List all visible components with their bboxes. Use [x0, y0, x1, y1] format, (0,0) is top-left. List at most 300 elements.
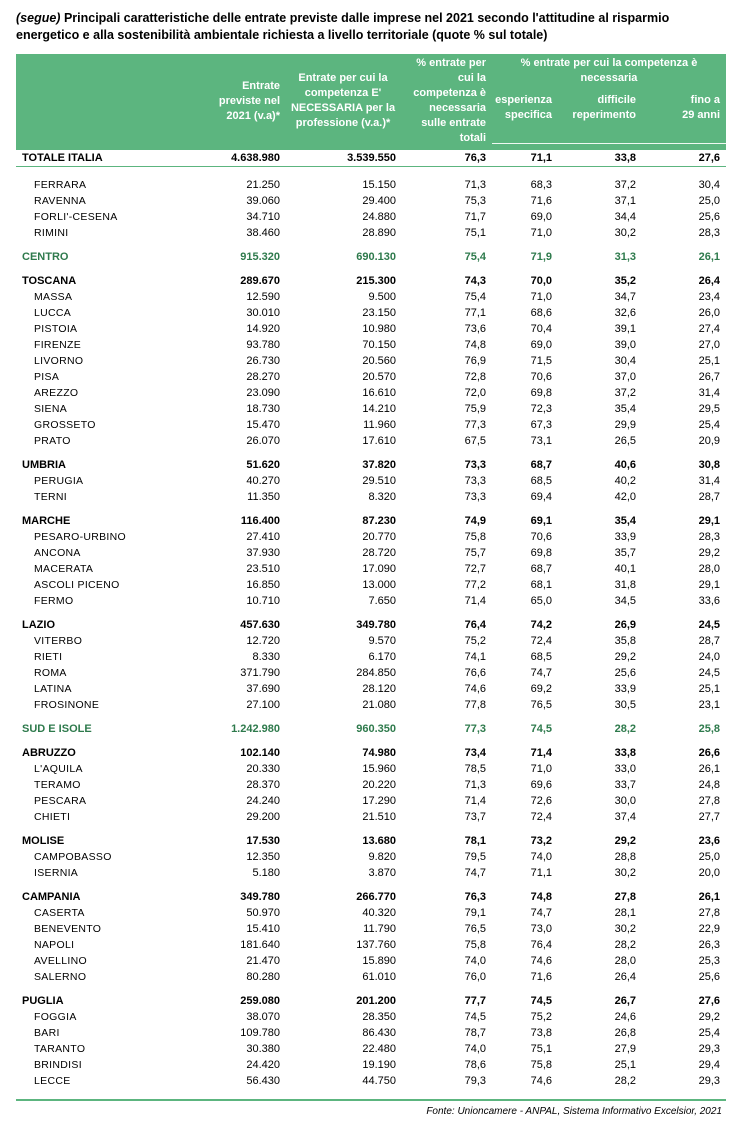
row-value: 76,5 — [464, 923, 486, 935]
row-value: 28,8 — [614, 851, 636, 863]
province-row — [16, 433, 726, 449]
row-value: 27,9 — [614, 1043, 636, 1055]
row-value: 76,3 — [464, 152, 486, 164]
row-value: 25,1 — [614, 1059, 636, 1071]
header-entrate-previste — [170, 79, 280, 124]
province-row — [16, 1025, 726, 1041]
row-value: 23.510 — [246, 563, 280, 575]
row-value: 29,3 — [698, 1043, 720, 1055]
header-line: % entrate per cui la competenza è — [520, 57, 698, 69]
row-value: 20.560 — [362, 355, 396, 367]
row-value: 29,2 — [698, 547, 720, 559]
header-line: previste nel — [218, 95, 280, 107]
row-value: 24,6 — [614, 1011, 636, 1023]
row-value: 28,7 — [698, 635, 720, 647]
row-value: 77,1 — [464, 307, 486, 319]
row-value: 37,0 — [614, 371, 636, 383]
row-value: 1.242.980 — [231, 723, 280, 735]
row-value: 39,0 — [614, 339, 636, 351]
row-value: 33,8 — [614, 152, 636, 164]
row-value: 67,5 — [464, 435, 486, 447]
header-fino-29-anni — [660, 93, 720, 123]
row-value: 73,3 — [464, 491, 486, 503]
row-label: BENEVENTO — [34, 923, 102, 935]
row-value: 76,4 — [530, 939, 552, 951]
row-separator — [16, 241, 726, 249]
row-value: 71,9 — [530, 251, 552, 263]
row-value: 34,5 — [614, 595, 636, 607]
row-value: 102.140 — [240, 747, 280, 759]
header-group-quota — [492, 56, 726, 86]
row-value: 74.980 — [362, 747, 396, 759]
header-line: NECESSARIA per la — [290, 102, 396, 114]
row-value: 29,4 — [698, 1059, 720, 1071]
row-value: 35,4 — [614, 515, 636, 527]
row-value: 3.539.550 — [347, 152, 396, 164]
row-value: 21.250 — [246, 179, 280, 191]
header-line: difficile — [597, 94, 636, 106]
row-value: 72,3 — [530, 403, 552, 415]
row-value: 73,4 — [464, 747, 486, 759]
row-value: 87.230 — [362, 515, 396, 527]
province-row — [16, 209, 726, 225]
row-value: 181.640 — [240, 939, 280, 951]
row-value: 74,0 — [530, 851, 552, 863]
row-separator — [16, 737, 726, 745]
province-row — [16, 577, 726, 593]
row-value: 77,3 — [464, 723, 486, 735]
row-label: GROSSETO — [34, 419, 96, 431]
province-row — [16, 337, 726, 353]
table-body — [16, 150, 726, 1089]
row-value: 76,5 — [530, 699, 552, 711]
row-value: 23,1 — [698, 699, 720, 711]
header-line: fino a — [690, 94, 720, 106]
province-row — [16, 937, 726, 953]
row-value: 26,1 — [698, 251, 720, 263]
row-value: 4.638.980 — [231, 152, 280, 164]
province-row — [16, 905, 726, 921]
row-value: 31,3 — [614, 251, 636, 263]
row-value: 15.890 — [362, 955, 396, 967]
row-value: 71,0 — [530, 291, 552, 303]
row-value: 13.680 — [362, 835, 396, 847]
row-value: 109.780 — [240, 1027, 280, 1039]
row-value: 79,3 — [464, 1075, 486, 1087]
row-value: 17.090 — [362, 563, 396, 575]
row-value: 75,7 — [464, 547, 486, 559]
province-row — [16, 561, 726, 577]
region-row — [16, 833, 726, 849]
row-value: 71,1 — [530, 152, 552, 164]
row-value: 15.960 — [362, 763, 396, 775]
row-value: 17.530 — [246, 835, 280, 847]
row-value: 74,0 — [464, 955, 486, 967]
row-label: TERNI — [34, 491, 67, 503]
row-value: 69,4 — [530, 491, 552, 503]
row-value: 29,1 — [698, 579, 720, 591]
row-value: 71,4 — [530, 747, 552, 759]
row-label: ABRUZZO — [22, 747, 76, 759]
row-value: 26,9 — [614, 619, 636, 631]
row-value: 35,8 — [614, 635, 636, 647]
row-value: 68,5 — [530, 651, 552, 663]
row-value: 960.350 — [356, 723, 396, 735]
row-value: 15.150 — [362, 179, 396, 191]
region-row — [16, 513, 726, 529]
row-value: 75,4 — [464, 291, 486, 303]
province-row — [16, 1041, 726, 1057]
row-label: PUGLIA — [22, 995, 64, 1007]
row-value: 33,6 — [698, 595, 720, 607]
row-value: 27,6 — [698, 995, 720, 1007]
row-label: SALERNO — [34, 971, 87, 983]
province-row — [16, 849, 726, 865]
row-value: 371.790 — [240, 667, 280, 679]
row-value: 25,0 — [698, 851, 720, 863]
row-value: 24,5 — [698, 619, 720, 631]
region-row — [16, 457, 726, 473]
row-label: L'AQUILA — [34, 763, 83, 775]
province-row — [16, 417, 726, 433]
row-value: 28.370 — [246, 779, 280, 791]
row-value: 29.510 — [362, 475, 396, 487]
row-value: 20.570 — [362, 371, 396, 383]
row-value: 33,9 — [614, 531, 636, 543]
row-value: 23,6 — [698, 835, 720, 847]
row-value: 19.190 — [362, 1059, 396, 1071]
row-value: 25,4 — [698, 1027, 720, 1039]
row-value: 74,7 — [464, 867, 486, 879]
row-value: 28.720 — [362, 547, 396, 559]
row-value: 75,8 — [464, 531, 486, 543]
macro-area-row — [16, 721, 726, 737]
row-value: 17.290 — [362, 795, 396, 807]
row-label: MARCHE — [22, 515, 71, 527]
province-row — [16, 777, 726, 793]
row-value: 27.100 — [246, 699, 280, 711]
header-line: cui la — [457, 72, 486, 84]
row-value: 77,8 — [464, 699, 486, 711]
row-value: 65,0 — [530, 595, 552, 607]
row-label: TERAMO — [34, 779, 81, 791]
row-value: 690.130 — [356, 251, 396, 263]
row-value: 35,2 — [614, 275, 636, 287]
region-row — [16, 273, 726, 289]
row-value: 31,8 — [614, 579, 636, 591]
row-value: 73,2 — [530, 835, 552, 847]
row-value: 33,8 — [614, 747, 636, 759]
row-value: 26,1 — [698, 891, 720, 903]
row-value: 5.180 — [252, 867, 280, 879]
row-value: 17.610 — [362, 435, 396, 447]
province-row — [16, 665, 726, 681]
header-line: totali — [459, 132, 486, 144]
row-label: LAZIO — [22, 619, 55, 631]
row-label: BRINDISI — [34, 1059, 82, 1071]
row-label: TOSCANA — [22, 275, 77, 287]
header-line: necessaria — [429, 102, 486, 114]
header-line: 2021 (v.a)* — [226, 110, 280, 122]
province-row — [16, 225, 726, 241]
row-label: FORLI'-CESENA — [34, 211, 118, 223]
row-value: 25,6 — [698, 211, 720, 223]
row-label: LATINA — [34, 683, 72, 695]
row-value: 37.690 — [246, 683, 280, 695]
row-value: 24,0 — [698, 651, 720, 663]
row-value: 16.850 — [246, 579, 280, 591]
row-label: MASSA — [34, 291, 73, 303]
row-value: 457.630 — [240, 619, 280, 631]
region-row — [16, 889, 726, 905]
row-value: 28.120 — [362, 683, 396, 695]
row-value: 30,4 — [614, 355, 636, 367]
row-value: 86.430 — [362, 1027, 396, 1039]
row-value: 9.820 — [368, 851, 396, 863]
row-separator — [16, 985, 726, 993]
row-value: 28,7 — [698, 491, 720, 503]
row-value: 21.470 — [246, 955, 280, 967]
header-esperienza-specifica — [472, 93, 552, 123]
header-line: Entrate — [242, 80, 280, 92]
row-value: 27,8 — [698, 907, 720, 919]
row-value: 40,1 — [614, 563, 636, 575]
row-value: 78,5 — [464, 763, 486, 775]
row-value: 12.720 — [246, 635, 280, 647]
row-separator — [16, 609, 726, 617]
table-bottom-border — [16, 1099, 726, 1101]
row-value: 70,6 — [530, 531, 552, 543]
row-value: 23.150 — [362, 307, 396, 319]
row-value: 33,7 — [614, 779, 636, 791]
province-row — [16, 321, 726, 337]
province-row — [16, 473, 726, 489]
row-value: 80.280 — [246, 971, 280, 983]
row-value: 28,2 — [614, 939, 636, 951]
row-value: 35,7 — [614, 547, 636, 559]
row-value: 40,6 — [614, 459, 636, 471]
row-value: 215.300 — [356, 275, 396, 287]
row-label: ANCONA — [34, 547, 81, 559]
row-label: PRATO — [34, 435, 71, 447]
row-label: PERUGIA — [34, 475, 84, 487]
row-value: 25,4 — [698, 419, 720, 431]
title-text: Principali caratteristiche delle entrate previste dalle imprese nel 2021 secondo l'attitudine al risparmio energetico e alla sostenibilità ambientale richiesta a livello territoriale (quote % sul totale) — [16, 11, 670, 42]
row-value: 74,9 — [464, 515, 486, 527]
row-value: 38.070 — [246, 1011, 280, 1023]
row-value: 15.470 — [246, 419, 280, 431]
row-value: 74,7 — [530, 667, 552, 679]
row-value: 22.480 — [362, 1043, 396, 1055]
province-row — [16, 593, 726, 609]
row-value: 349.780 — [356, 619, 396, 631]
row-value: 25,0 — [698, 195, 720, 207]
province-row — [16, 681, 726, 697]
province-row — [16, 545, 726, 561]
header-entrate-competenza-necessaria — [284, 71, 402, 131]
row-value: 38.460 — [246, 227, 280, 239]
row-value: 73,0 — [530, 923, 552, 935]
row-value: 70,4 — [530, 323, 552, 335]
row-value: 22,9 — [698, 923, 720, 935]
row-label: AVELLINO — [34, 955, 87, 967]
row-value: 74,6 — [530, 1075, 552, 1087]
row-value: 30.380 — [246, 1043, 280, 1055]
province-row — [16, 289, 726, 305]
row-label: PISTOIA — [34, 323, 78, 335]
row-value: 51.620 — [246, 459, 280, 471]
row-value: 68,1 — [530, 579, 552, 591]
row-value: 70,0 — [530, 275, 552, 287]
row-value: 28,0 — [614, 955, 636, 967]
row-value: 29,2 — [614, 651, 636, 663]
row-value: 37.930 — [246, 547, 280, 559]
row-value: 137.760 — [356, 939, 396, 951]
table-title — [16, 10, 726, 44]
row-value: 74,0 — [464, 1043, 486, 1055]
province-row — [16, 193, 726, 209]
province-row — [16, 793, 726, 809]
row-value: 71,0 — [530, 227, 552, 239]
row-value: 116.400 — [240, 515, 280, 527]
row-value: 12.590 — [246, 291, 280, 303]
row-value: 26,4 — [614, 971, 636, 983]
row-label: SIENA — [34, 403, 68, 415]
row-value: 72,7 — [464, 563, 486, 575]
row-value: 27.410 — [246, 531, 280, 543]
row-value: 71,6 — [530, 195, 552, 207]
row-value: 26,7 — [614, 995, 636, 1007]
row-value: 76,3 — [464, 891, 486, 903]
row-value: 69,8 — [530, 547, 552, 559]
row-value: 28,3 — [698, 531, 720, 543]
row-label: BARI — [34, 1027, 60, 1039]
row-value: 7.650 — [368, 595, 396, 607]
row-value: 12.350 — [246, 851, 280, 863]
row-value: 21.080 — [362, 699, 396, 711]
row-value: 23,4 — [698, 291, 720, 303]
row-value: 27,8 — [698, 795, 720, 807]
row-value: 35,4 — [614, 403, 636, 415]
row-value: 27,8 — [614, 891, 636, 903]
row-label: CENTRO — [22, 251, 69, 263]
row-value: 27,6 — [698, 152, 720, 164]
header-line: specifica — [504, 109, 552, 121]
row-value: 69,2 — [530, 683, 552, 695]
row-value: 75,2 — [530, 1011, 552, 1023]
row-value: 75,2 — [464, 635, 486, 647]
row-value: 70,6 — [530, 371, 552, 383]
row-value: 289.670 — [240, 275, 280, 287]
row-value: 71,0 — [530, 763, 552, 775]
header-line: 29 anni — [682, 109, 720, 121]
row-value: 28,2 — [614, 1075, 636, 1087]
row-value: 30,2 — [614, 227, 636, 239]
row-label: RIETI — [34, 651, 63, 663]
row-value: 915.320 — [240, 251, 280, 263]
row-value: 201.200 — [356, 995, 396, 1007]
row-value: 75,3 — [464, 195, 486, 207]
row-value: 75,9 — [464, 403, 486, 415]
header-line: necessaria — [580, 72, 638, 84]
row-label: CAMPOBASSO — [34, 851, 112, 863]
row-value: 3.870 — [368, 867, 396, 879]
row-value: 39,1 — [614, 323, 636, 335]
total-row — [16, 150, 726, 166]
row-value: 77,2 — [464, 579, 486, 591]
macro-area-row — [16, 249, 726, 265]
row-value: 74,8 — [530, 891, 552, 903]
row-value: 29,1 — [698, 515, 720, 527]
row-value: 71,1 — [530, 867, 552, 879]
row-value: 23.090 — [246, 387, 280, 399]
row-value: 26.070 — [246, 435, 280, 447]
row-label: PESCARA — [34, 795, 87, 807]
row-value: 30.010 — [246, 307, 280, 319]
row-separator — [16, 505, 726, 513]
row-value: 25,1 — [698, 355, 720, 367]
row-label: RIMINI — [34, 227, 69, 239]
province-row — [16, 529, 726, 545]
row-value: 14.920 — [246, 323, 280, 335]
row-value: 79,5 — [464, 851, 486, 863]
row-value: 68,7 — [530, 459, 552, 471]
row-value: 78,7 — [464, 1027, 486, 1039]
row-value: 11.960 — [363, 419, 396, 431]
row-value: 75,8 — [464, 939, 486, 951]
row-value: 34.710 — [246, 211, 280, 223]
row-value: 37.820 — [362, 459, 396, 471]
row-value: 76,0 — [464, 971, 486, 983]
row-value: 28.270 — [246, 371, 280, 383]
row-value: 11.350 — [247, 491, 280, 503]
row-label: ROMA — [34, 667, 67, 679]
row-value: 61.010 — [362, 971, 396, 983]
row-value: 75,4 — [464, 251, 486, 263]
row-value: 68,7 — [530, 563, 552, 575]
row-value: 68,3 — [530, 179, 552, 191]
row-value: 28.890 — [362, 227, 396, 239]
row-label: VITERBO — [34, 635, 83, 647]
row-value: 93.780 — [246, 339, 280, 351]
row-label: CAMPANIA — [22, 891, 81, 903]
header-line: sulle entrate — [421, 117, 486, 129]
province-row — [16, 697, 726, 713]
row-value: 44.750 — [362, 1075, 396, 1087]
table-header — [16, 54, 726, 150]
row-value: 26,4 — [698, 275, 720, 287]
row-value: 75,1 — [530, 1043, 552, 1055]
row-value: 67,3 — [530, 419, 552, 431]
row-label: CASERTA — [34, 907, 85, 919]
row-value: 39.060 — [246, 195, 280, 207]
row-value: 73,3 — [464, 459, 486, 471]
row-value: 42,0 — [614, 491, 636, 503]
row-label: LIVORNO — [34, 355, 84, 367]
row-value: 74,5 — [530, 995, 552, 1007]
row-value: 26.730 — [246, 355, 280, 367]
row-value: 71,3 — [464, 779, 486, 791]
row-value: 20.330 — [246, 763, 280, 775]
row-separator — [16, 265, 726, 273]
province-row — [16, 809, 726, 825]
row-value: 29,2 — [614, 835, 636, 847]
row-value: 259.080 — [240, 995, 280, 1007]
row-value: 50.970 — [246, 907, 280, 919]
row-value: 40,2 — [614, 475, 636, 487]
province-row — [16, 369, 726, 385]
row-value: 27,7 — [698, 811, 720, 823]
